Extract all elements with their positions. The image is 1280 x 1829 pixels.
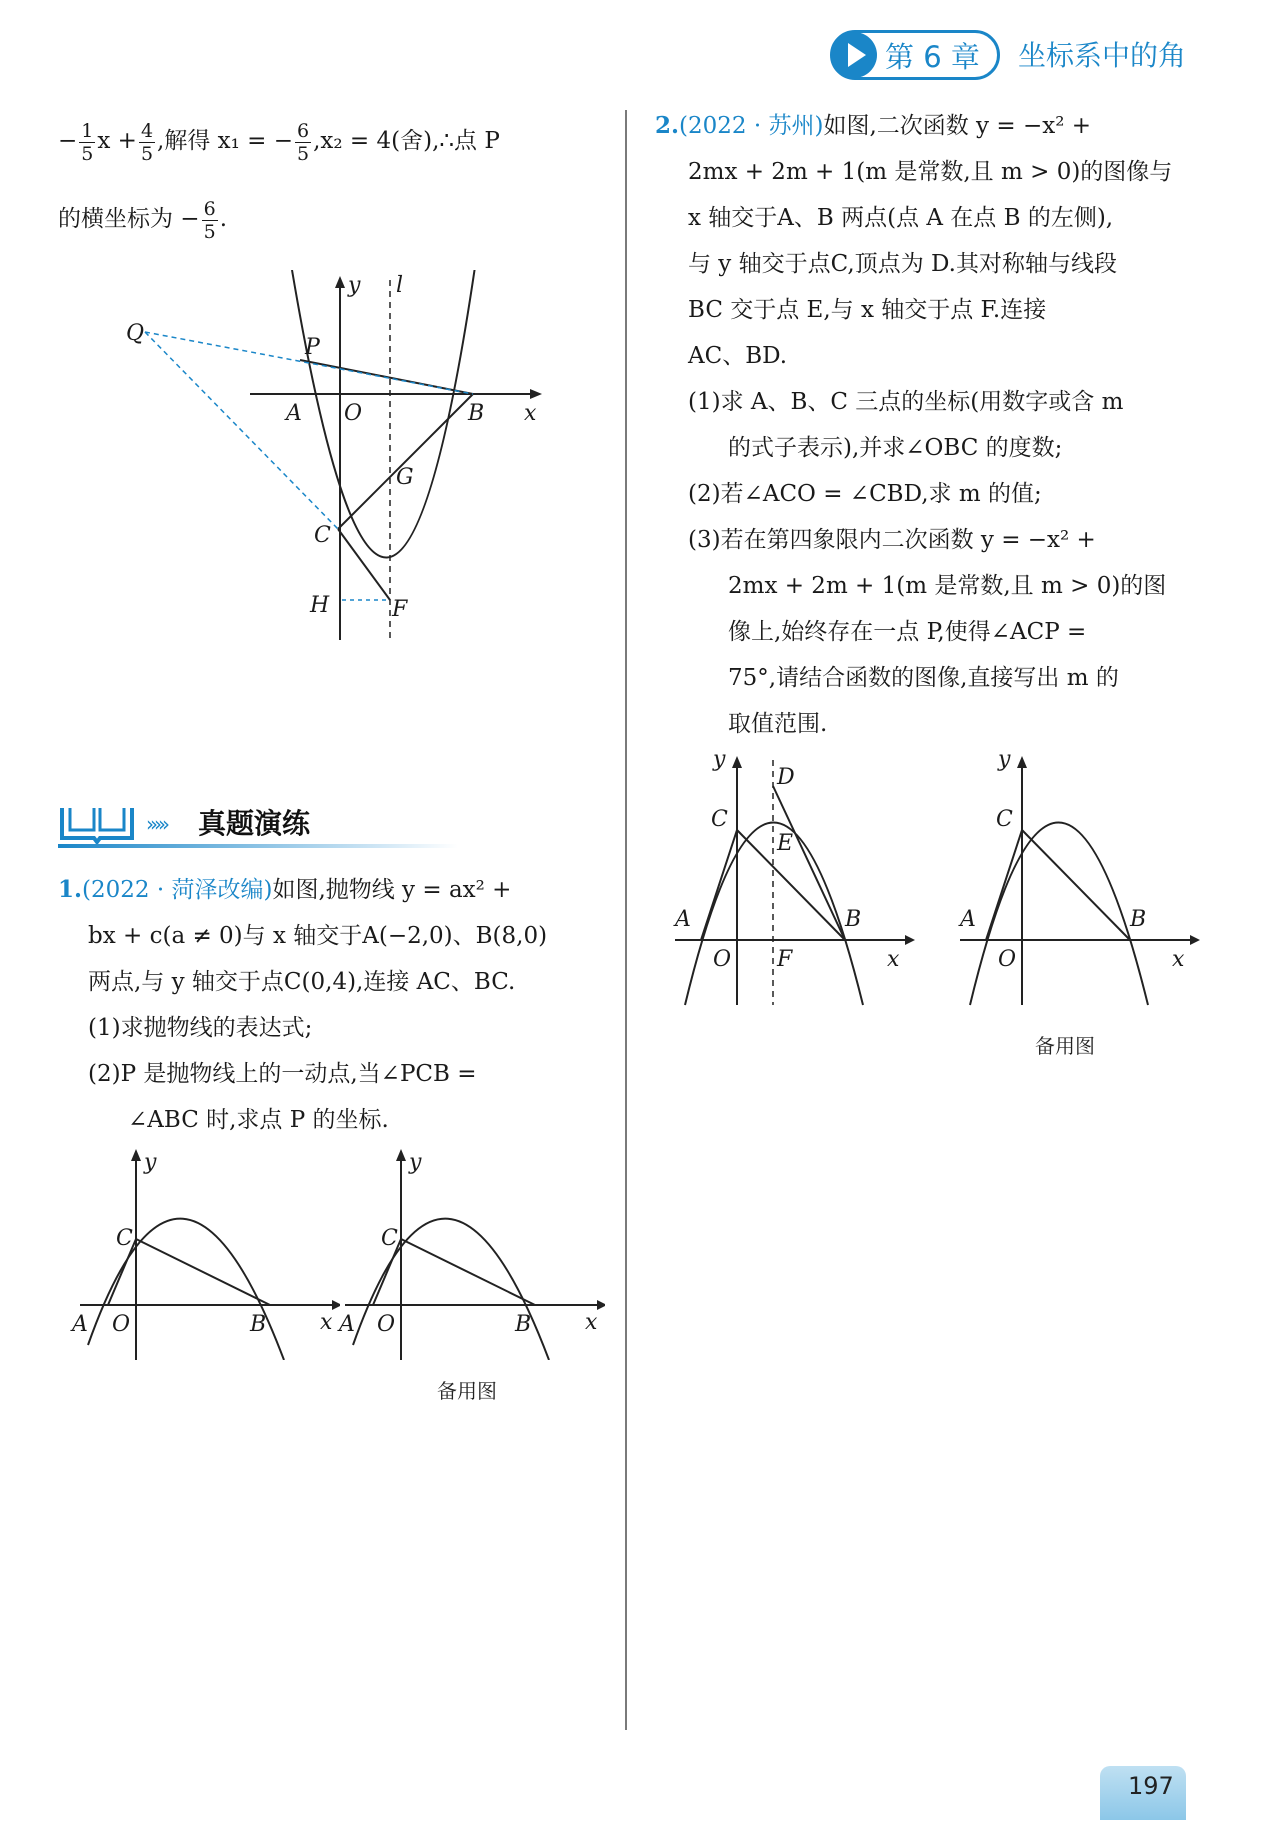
page-number: 197 bbox=[1128, 1772, 1174, 1800]
q2-line-1: 2.(2022 · 苏州)如图,二次函数 y = −x² + bbox=[655, 112, 1091, 139]
q1-figure bbox=[70, 1145, 340, 1360]
q2b-label-B: B bbox=[1130, 907, 1147, 932]
q2-part-1-cont: 的式子表示),并求∠OBC 的度数; bbox=[728, 435, 1063, 461]
q1-part-2: (2)P 是抛物线上的一动点,当∠PCB = bbox=[88, 1061, 477, 1087]
q1b-label-O: O bbox=[377, 1312, 396, 1337]
chapter-badge bbox=[830, 30, 1000, 80]
q2-part-3-line2: 2mx + 2m + 1(m 是常数,且 m > 0)的图 bbox=[728, 573, 1167, 599]
q2-line-3: x 轴交于A、B 两点(点 A 在点 B 的左侧), bbox=[688, 205, 1114, 231]
label-H: H bbox=[310, 593, 330, 618]
label-l: l bbox=[396, 273, 404, 298]
fraction: $\frac{4}{5}$ bbox=[140, 119, 154, 165]
q2b-label-C: C bbox=[996, 807, 1013, 832]
label-x: x bbox=[524, 401, 537, 426]
label-C: C bbox=[314, 523, 331, 548]
q1-backup-caption: 备用图 bbox=[437, 1379, 497, 1403]
q1-line-1: 1.(2022 · 菏泽改编)如图,抛物线 y = ax² + bbox=[58, 876, 512, 903]
play-icon bbox=[831, 32, 877, 78]
arrows-icon: ››››› bbox=[146, 812, 166, 836]
q2-part-3: (3)若在第四象限内二次函数 y = −x² + bbox=[688, 527, 1096, 553]
book-icon bbox=[58, 804, 136, 844]
q1-label-B: B bbox=[250, 1312, 267, 1337]
section-underline bbox=[58, 844, 458, 848]
q2-label-O: O bbox=[713, 947, 732, 972]
solution-figure bbox=[120, 270, 560, 640]
label-B: B bbox=[468, 401, 485, 426]
chapter-title: 坐标系中的角 bbox=[1018, 39, 1187, 72]
q1-label-x: x bbox=[320, 1310, 333, 1335]
q2-label-B: B bbox=[845, 907, 862, 932]
label-P: P bbox=[305, 335, 320, 360]
section-header bbox=[58, 800, 458, 848]
q1b-label-B: B bbox=[515, 1312, 532, 1337]
label-O: O bbox=[344, 401, 363, 426]
q2-label-C: C bbox=[711, 807, 728, 832]
chapter-label: 第 6 章 bbox=[885, 39, 980, 74]
q2b-label-A: A bbox=[960, 907, 976, 932]
q1b-label-C: C bbox=[381, 1226, 398, 1251]
q2-backup-caption: 备用图 bbox=[1035, 1034, 1095, 1058]
q2-figure bbox=[665, 750, 930, 1010]
q2-part-2: (2)若∠ACO = ∠CBD,求 m 的值; bbox=[688, 481, 1042, 507]
fraction: $\frac{6}{5}$ bbox=[297, 119, 310, 165]
fraction: $\frac{1}{5}$ bbox=[81, 119, 94, 165]
q2-line-5: BC 交于点 E,与 x 轴交于点 F.连接 bbox=[688, 297, 1047, 323]
q1-line-2: bx + c(a ≠ 0)与 x 轴交于A(−2,0)、B(8,0) bbox=[88, 923, 548, 949]
fraction: $\frac{6}{5}$ bbox=[203, 197, 216, 243]
q1-label-C: C bbox=[116, 1226, 133, 1251]
q2-line-4: 与 y 轴交于点C,顶点为 D.其对称轴与线段 bbox=[688, 251, 1117, 277]
label-y: y bbox=[348, 273, 361, 298]
q2-source: (2022 · 苏州) bbox=[679, 113, 824, 139]
q2-label-x: x bbox=[887, 947, 900, 972]
q2-part-1: (1)求 A、B、C 三点的坐标(用数字或含 m bbox=[688, 389, 1124, 415]
q2-label-D: D bbox=[777, 765, 795, 790]
q2-label-F: F bbox=[777, 947, 793, 972]
q1b-label-A: A bbox=[339, 1312, 355, 1337]
q2b-label-y: y bbox=[998, 750, 1011, 772]
q1-backup-figure bbox=[335, 1145, 605, 1360]
q1-label-y: y bbox=[144, 1150, 157, 1175]
page-number-tab bbox=[1100, 1760, 1190, 1820]
label-A: A bbox=[286, 401, 302, 426]
q1-source: (2022 · 菏泽改编) bbox=[82, 877, 273, 903]
label-G: G bbox=[396, 465, 414, 490]
label-Q: Q bbox=[126, 321, 145, 346]
solution-line-1: − $\frac{1}{5}$ x + $\frac{4}{5}$ ,解得 x₁ = − $\frac{6}{5}$ ,x₂ = 4(舍),∴点 P bbox=[58, 119, 500, 165]
q2b-label-x: x bbox=[1172, 947, 1185, 972]
q1-label-A: A bbox=[72, 1312, 88, 1337]
q2-line-2: 2mx + 2m + 1(m 是常数,且 m > 0)的图像与 bbox=[688, 159, 1173, 185]
q2-backup-figure bbox=[950, 750, 1215, 1010]
q1-line-3: 两点,与 y 轴交于点C(0,4),连接 AC、BC. bbox=[88, 969, 516, 995]
q2-part-3-line5: 取值范围. bbox=[728, 711, 828, 737]
q1-part-2-cont: ∠ABC 时,求点 P 的坐标. bbox=[128, 1107, 389, 1133]
q2-label-E: E bbox=[777, 831, 794, 856]
section-title: 真题演练 bbox=[198, 807, 311, 840]
q2b-label-O: O bbox=[998, 947, 1017, 972]
solution-line-2: 的横坐标为 − $\frac{6}{5}$ . bbox=[58, 197, 227, 243]
column-divider bbox=[625, 110, 627, 1730]
q1b-label-y: y bbox=[409, 1150, 422, 1175]
label-F: F bbox=[392, 597, 408, 622]
q2-label-A: A bbox=[675, 907, 691, 932]
q2-label-y: y bbox=[713, 750, 726, 772]
q1-part-1: (1)求抛物线的表达式; bbox=[88, 1015, 313, 1041]
q1-label-O: O bbox=[112, 1312, 131, 1337]
q2-part-3-line4: 75°,请结合函数的图像,直接写出 m 的 bbox=[728, 665, 1119, 691]
q2-line-6: AC、BD. bbox=[688, 343, 788, 369]
q2-part-3-line3: 像上,始终存在一点 P,使得∠ACP = bbox=[728, 619, 1087, 645]
q1b-label-x: x bbox=[585, 1310, 598, 1335]
